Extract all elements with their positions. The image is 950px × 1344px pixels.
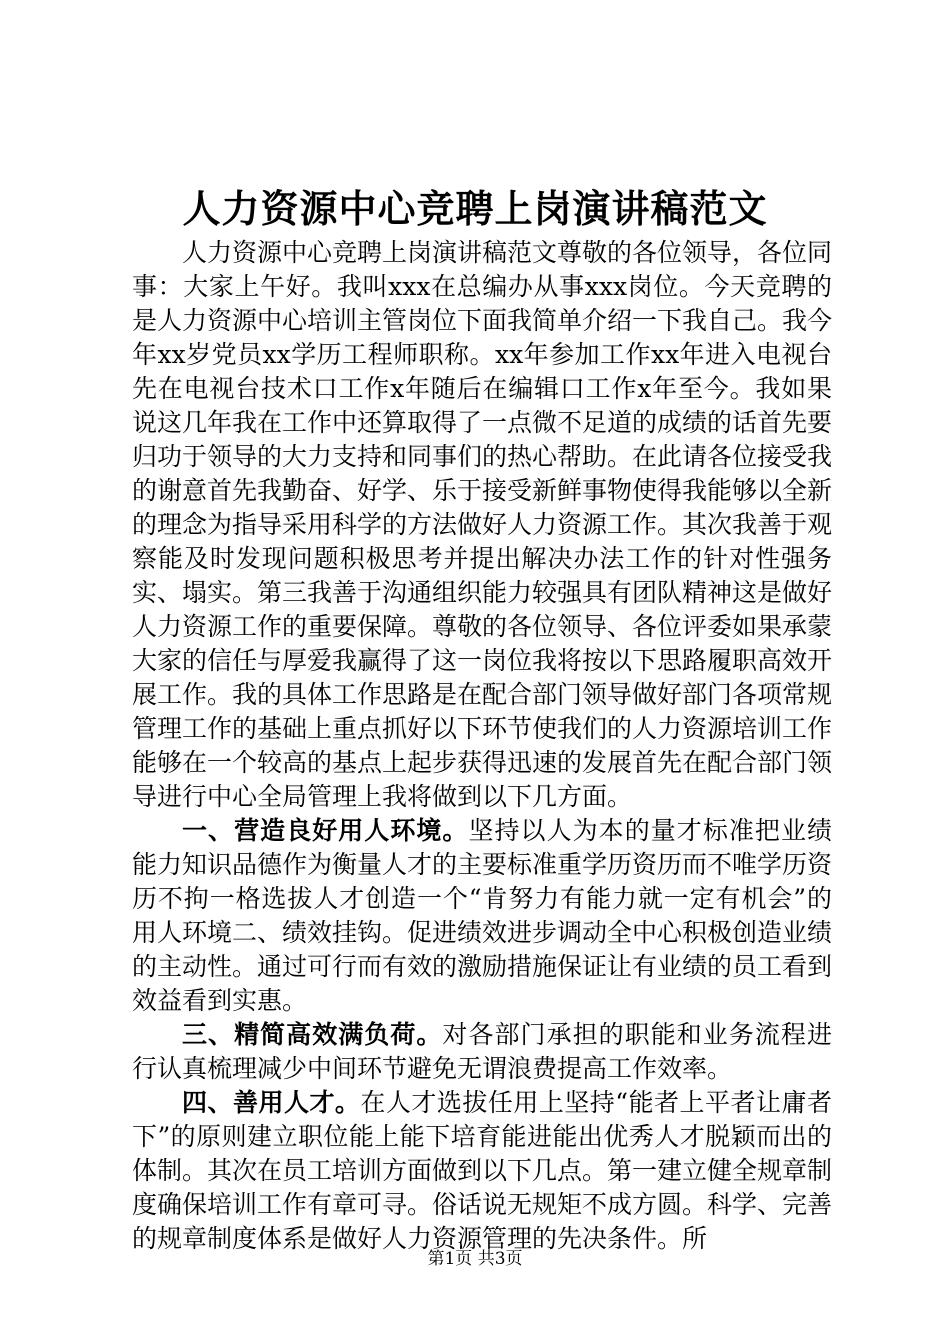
- paragraph-text: 人力资源中心竞聘上岗演讲稿范文尊敬的各位领导，各位同事：大家上午好。我叫xxx在总编办从事xxx岗位。今天竞聘的是人力资源中心培训主管岗位下面我简单介绍一下我自己。我今年xx岁党员xx学历工程师职称。xx年参加工作xx年进入电视台先在电视台技术口工作x年随后在编辑口工作x年至今。我如果说这几年我在工作中还算取得了一点微不足道的成绩的话首先要归功于领导的大力支持和同事们的热心帮助。在此请各位接受我的谢意首先我勤奋、好学、乐于接受新鲜事物使得我能够以全新的理念为指导采用科学的方法做好人力资源工作。其次我善于观察能及时发现问题积极思考并提出解决办法工作的针对性强务实、塌实。第三我善于沟通组织能力较强具有团队精神这是做好人力资源工作的重要保障。尊敬的各位领导、各位评委如果承蒙大家的信任与厚爱我赢得了这一岗位我将按以下思路履职高效开展工作。我的具体工作思路是在配合部门领导做好部门各项常规管理工作的基础上重点抓好以下环节使我们的人力资源培训工作能够在一个较高的基点上起步获得迅速的发展首先在配合部门领导进行中心全局管理上我将做到以下几方面。: [132, 238, 833, 811]
- paragraph-text: 在人才选拔任用上坚持“能者上平者让庸者下”的原则建立职位能上能下培育能进能出优秀人才脱颖而出的体制。其次在员工培训方面做到以下几点。第一建立健全规章制度确保培训工作有章可寻。俗话说无规矩不成方圆。科学、完善的规章制度体系是做好人力资源管理的先决条件。所: [132, 1088, 833, 1253]
- paragraph-text: 对各部门承担的职能和业务流程进行认真梳理减少中间环节避免无谓浪费提高工作效率。: [132, 1020, 832, 1083]
- paragraph-section-1: [132, 814, 832, 1018]
- document-body: [132, 236, 832, 1256]
- paragraph-lead: 三、精简高效满负荷。: [182, 1020, 443, 1049]
- document-title: 人力资源中心竞聘上岗演讲稿范文: [182, 186, 768, 231]
- paragraph-lead: 一、营造良好用人环境。: [182, 816, 469, 845]
- paragraph-text: 坚持以人为本的量才标准把业绩能力知识品德作为衡量人才的主要标准重学历资历而不唯学历资历不拘一格选拔人才创造一个“肯努力有能力就一定有机会”的用人环境二、绩效挂钩。促进绩效进步调动全中心积极创造业绩的主动性。通过可行而有效的激励措施保证让有业绩的员工看到效益看到实惠。: [132, 816, 833, 1015]
- paragraph-section-4: [132, 1086, 832, 1256]
- paragraph-lead: 四、善用人才。: [182, 1088, 361, 1117]
- paragraph-section-3: [132, 1018, 832, 1086]
- page-footer: 第1页 共3页: [427, 1249, 523, 1269]
- paragraph-intro: [132, 236, 832, 814]
